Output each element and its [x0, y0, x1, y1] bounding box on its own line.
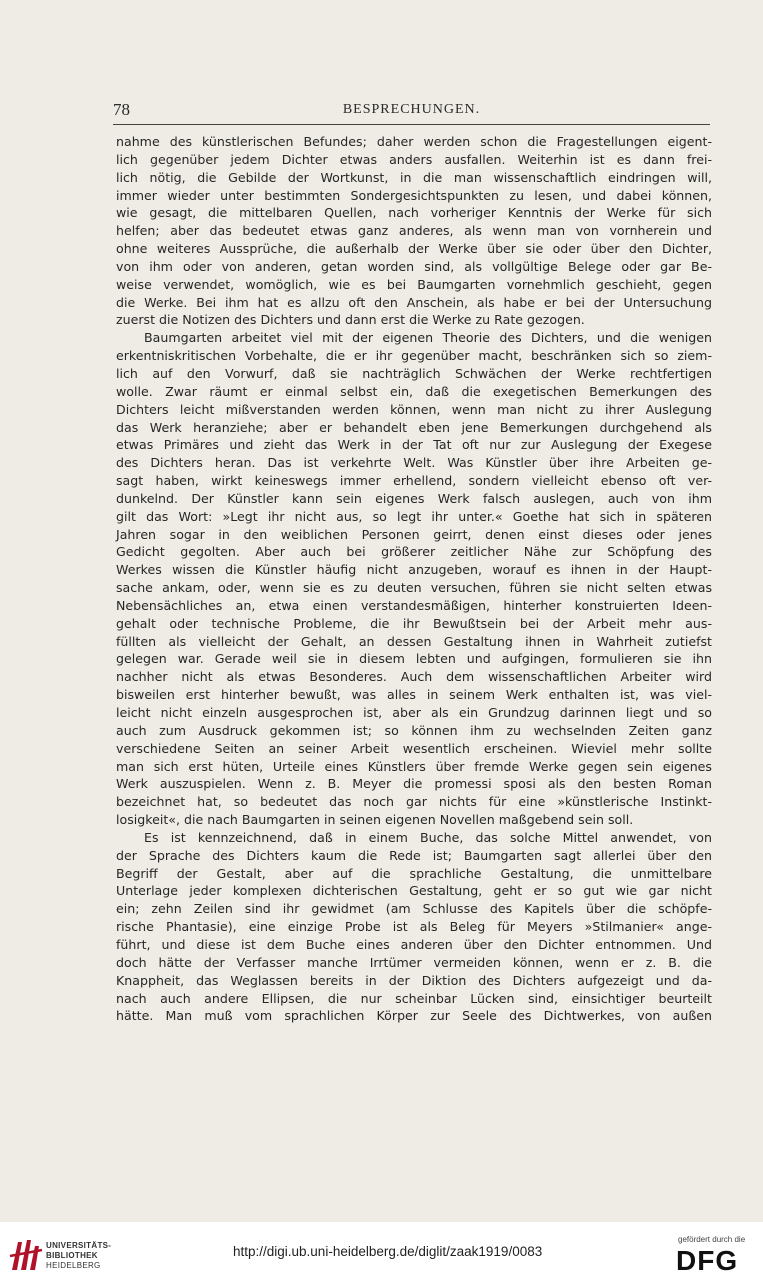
- text-line: man sich erst hüten, Urteile eines Künstlers über fremde Werke gegen sein eigenes: [116, 758, 712, 774]
- text-line: gelegen war. Gerade weil sie in diesem lebten und aufgingen, formulieren sie ihn: [116, 651, 712, 667]
- body-text: [116, 133, 712, 1025]
- library-line: BIBLIOTHEK: [46, 1251, 98, 1260]
- text-line: von ihm oder von anderen, getan worden sind, als vollgültige Belege oder gar Be-: [116, 258, 712, 274]
- text-line: nahme des künstlerischen Befundes; daher werden schon die Fragestellungen eigent-: [116, 134, 712, 149]
- text-line: Werk auszuspielen. Wenn z. B. Meyer die promessi sposi als den besten Roman: [116, 776, 712, 792]
- text-line: dunkelnd. Der Künstler kann sein eigenes Werk falsch auslegen, auch von ihm: [116, 490, 712, 506]
- text-line: Es ist kennzeichnend, daß in einem Buche, das solche Mittel anwendet, von: [144, 829, 712, 845]
- library-line: UNIVERSITÄTS-: [46, 1241, 112, 1250]
- text-line: verschiedene Seiten an seiner Arbeit wesentlich erscheinen. Wieviel mehr sollte: [116, 740, 712, 756]
- dfg-logo: DFG: [676, 1245, 739, 1276]
- text-line: wie gesagt, die mittelbaren Quellen, nach vorheriger Kenntnis der Werke für sich: [116, 205, 712, 221]
- text-line: bisweilen erst hinterher bewußt, was alles in seinem Werk enthalten ist, was viel-: [116, 687, 712, 703]
- text-line: bezeichnet hat, so bedeutet das noch gar nichts für eine »künstlerische Instinkt-: [116, 794, 712, 810]
- running-header: [113, 100, 710, 125]
- text-line: erkentniskritischen Vorbehalte, die er ihr gegenüber macht, beschränken sich so ziem-: [116, 348, 712, 364]
- text-line: ohne weiteres Aussprüche, die außerhalb der Werke über sie oder über den Dichter,: [116, 241, 712, 257]
- text-line: sache ankam, oder, wenn sie es zu deuten versuchen, führen sie nicht selten etwas: [116, 580, 712, 596]
- text-line: des Dichters heran. Das ist verkehrte Welt. Was Künstler über ihre Arbeiten ge-: [116, 455, 712, 471]
- text-line: Knappheit, das Weglassen bereits in der Diktion des Dichters aufgezeigt und da-: [116, 972, 712, 988]
- text-line: helfen; aber das bedeutet etwas ganz anderes, als wenn man von vornherein und: [116, 223, 712, 239]
- text-line: gilt das Wort: »Legt ihr nicht aus, so legt ihr unter.« Goethe hat sich in späteren: [116, 508, 712, 524]
- permalink-url[interactable]: http://digi.ub.uni-heidelberg.de/diglit/zaak1919/0083: [233, 1244, 543, 1259]
- text-line: hätte. Man muß vom sprachlichen Körper zur Seele des Dichtwerkes, von außen: [116, 1008, 712, 1024]
- text-line: Jahren sogar in den weiblichen Personen geirrt, denen einst dieses oder jenes: [116, 526, 712, 542]
- library-line: HEIDELBERG: [46, 1261, 101, 1270]
- university-seal-icon: [8, 1236, 44, 1274]
- text-line: nachher nicht als etwas Besonderes. Auch dem wissenschaftlichen Arbeiter wird: [116, 669, 712, 685]
- funded-by-label: gefördert durch die: [678, 1235, 746, 1244]
- text-line: rische Phantasie), eine einzige Probe ist als Beleg für Meyers »Stilmanier« ange-: [116, 919, 712, 935]
- text-line: Nebensächliches an, etwa einen verstandesmäßigen, hinterher konstruierten Ideen-: [116, 597, 712, 613]
- text-line: weise verwendet, womöglich, wie es bei Baumgarten vornehmlich geschieht, gegen: [116, 276, 712, 292]
- text-line: die Werke. Bei ihm hat es allzu oft den Anschein, als habe er bei der Untersuchung: [116, 294, 712, 310]
- text-line: der Sprache des Dichters kaum die Rede ist; Baumgarten sagt allerlei über den: [116, 847, 712, 863]
- library-name: [46, 1241, 111, 1271]
- text-line: Baumgarten arbeitet viel mit der eigenen Theorie des Dichters, und die wenigen: [144, 330, 712, 346]
- text-line: leicht nicht einzeln ausgesprochen ist, aber als ein Grundzug darinnen liegt und so: [116, 705, 712, 720]
- page-number: 78: [113, 100, 130, 119]
- text-line: gehalt oder technische Probleme, die ihr Bewußtsein bei der Arbeit mehr aus-: [116, 615, 712, 631]
- text-line: Werkes wissen die Künstler häufig nicht anzugeben, worauf es ihnen in der Haupt-: [116, 562, 712, 578]
- text-line: immer wieder unter bestimmten Sondergesichtspunkten zu lesen, und dabei können,: [116, 187, 712, 203]
- text-line: lich auf den Vorwurf, daß sie nachträglich Schwächen der Werke rechtfertigen: [116, 365, 712, 381]
- text-line: doch hätte der Verfasser manche Irrtümer vermeiden können, wenn er z. B. die: [116, 954, 712, 970]
- text-line: wolle. Zwar räumt er einmal selbst ein, daß die exegetischen Bemerkungen des: [116, 383, 712, 399]
- text-line: führt, und diese ist dem Buche eines anderen über den Dichter entnommen. Und: [116, 936, 712, 952]
- text-line: nach auch andere Ellipsen, die nur scheinbar Lücken sind, einsichtiger beurteilt: [116, 990, 712, 1006]
- text-line: etwas Primäres und zieht das Werk in der Tat oft nur zur Auslegung der Exegese: [116, 437, 712, 453]
- text-line: Gedicht gegolten. Aber auch bei größerer zeitlicher Nähe zur Schöpfung des: [116, 544, 712, 560]
- text-line: Dichters leicht mißverstanden werden können, wenn man nicht zu ihrer Auslegung: [116, 401, 712, 417]
- text-line: füllten als vielleicht der Gehalt, an dessen Gestaltung ihnen in Wahrheit zutiefst: [116, 633, 712, 649]
- text-line: lich nötig, die Gebilde der Wortkunst, in die man wissenschaftlich eindringen will,: [116, 169, 712, 185]
- text-line: auch zum Ausdruck gekommen ist; so können ihm zu wechselnden Zeiten ganz: [116, 722, 712, 738]
- running-title: BESPRECHUNGEN.: [342, 102, 481, 117]
- text-line: lich gegenüber jedem Dichter etwas anders ausfallen. Weiterhin ist es dann frei-: [116, 151, 712, 167]
- text-line: Unterlage jeder komplexen dichterischen Gestaltung, geht er so gut wie gar nicht: [116, 883, 712, 899]
- text-line: losigkeit«, die nach Baumgarten in seinen eigenen Novellen maßgebend sein soll.: [116, 812, 634, 828]
- text-line: das Werk heranziehe; aber er behandelt eben jene Bemerkungen durchgehend als: [116, 419, 712, 435]
- text-line: Begriff der Gestalt, aber auf die sprachliche Gestaltung, die unmittelbare: [116, 865, 712, 881]
- text-line: sagt haben, wirkt keineswegs immer erhellend, sondern vielleicht ebenso oft ver-: [116, 473, 712, 489]
- text-line: zuerst die Notizen des Dichters und dann erst die Werke zu Rate gezogen.: [116, 312, 585, 328]
- text-line: ein; zehn Zeilen sind ihr gewidmet (am Schlusse des Kapitels über die schöpfe-: [116, 901, 712, 917]
- viewer-footer: [0, 1222, 763, 1285]
